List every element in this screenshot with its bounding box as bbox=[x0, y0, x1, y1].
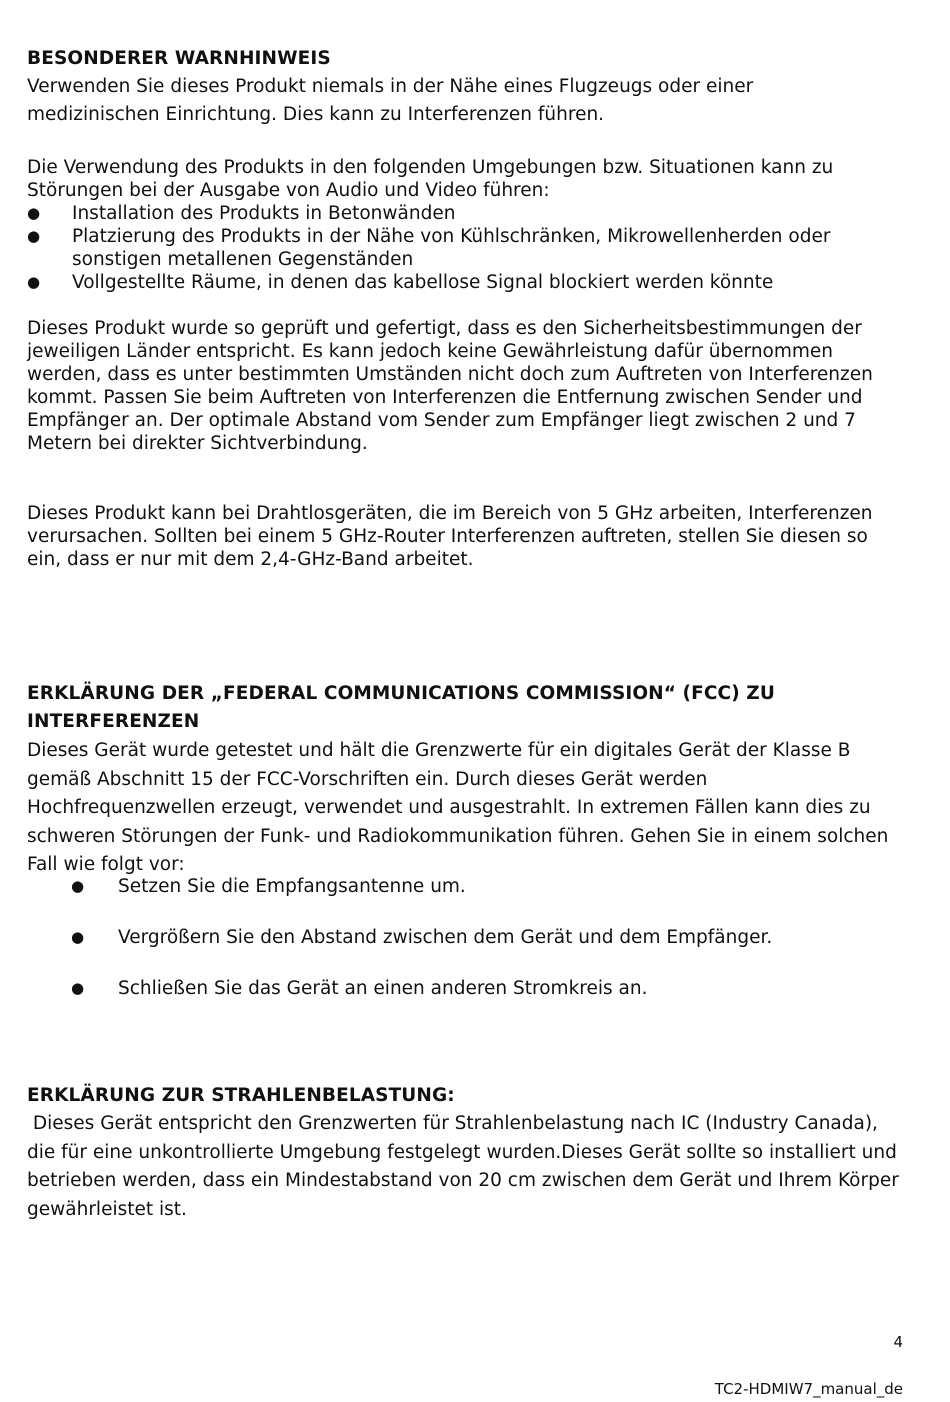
list-item-text: Setzen Sie die Empfangsantenne um. bbox=[118, 876, 466, 897]
list-item-text: Schließen Sie das Gerät an einen anderen Stromkreis an. bbox=[118, 978, 648, 999]
list-item-text: Platzierung des Produkts in der Nähe von Kühlschränken, Mikrowellenherden oder sonstigen metallenen Gegenständen bbox=[72, 226, 831, 270]
bullet-icon: ● bbox=[71, 979, 85, 997]
radiation-paragraph: Dieses Gerät entspricht den Grenzwerten für Strahlenbelastung nach IC (Industry Canada), die für eine unkontrollierte Umgebung festgelegt wurden.Dieses Gerät sollte so installiert und betrieben werden, dass ein Mindestabstand von 20 cm zwischen dem Gerät und Ihrem Körper gewährleistet ist. bbox=[27, 1113, 905, 1220]
bullet-icon: ● bbox=[71, 877, 85, 895]
compliance-paragraph: Dieses Produkt wurde so geprüft und gefertigt, dass es den Sicherheitsbestimmungen der jeweiligen Länder entspricht. Es kann jedoch keine Gewährleistung dafür übernommen werden, dass es unter bestimmten Umständen nicht doch zum Auftreten von Interferenzen kommt. Passen Sie beim Auftreten von Interferenzen die Entfernung zwischen Sender und Empfänger an. Der optimale Abstand vom Sender zum Empfänger liegt zwischen 2 und 7 Metern bei direkter Sichtverbindung. bbox=[27, 318, 873, 454]
list-item bbox=[27, 202, 900, 225]
bullet-icon: ● bbox=[27, 204, 41, 222]
section-heading-warning: BESONDERER WARNHINWEIS bbox=[27, 48, 331, 69]
section-heading-fcc-line2: INTERFERENZEN bbox=[27, 711, 200, 732]
bullet-icon: ● bbox=[27, 227, 41, 245]
section-heading-radiation: ERKLÄRUNG ZUR STRAHLENBELASTUNG: bbox=[27, 1085, 455, 1106]
list-item bbox=[27, 977, 900, 1000]
document-footer: TC2-HDMIW7_manual_de bbox=[714, 1380, 903, 1398]
list-item-text: Installation des Produkts in Betonwänden bbox=[72, 203, 456, 224]
list-item-text: Vollgestellte Räume, in denen das kabellose Signal blockiert werden könnte bbox=[72, 272, 774, 293]
page-number: 4 bbox=[893, 1333, 903, 1351]
bullet-icon: ● bbox=[71, 928, 85, 946]
environment-paragraph: Die Verwendung des Produkts in den folgenden Umgebungen bzw. Situationen kann zu Störungen bei der Ausgabe von Audio und Video führen: bbox=[27, 157, 834, 201]
fcc-bullet-list bbox=[27, 875, 900, 1028]
environment-bullet-list bbox=[27, 202, 900, 294]
list-item bbox=[27, 875, 900, 898]
list-item-text: Vergrößern Sie den Abstand zwischen dem Gerät und dem Empfänger. bbox=[118, 927, 773, 948]
warning-paragraph-line2: medizinischen Einrichtung. Dies kann zu Interferenzen führen. bbox=[27, 104, 605, 125]
list-item bbox=[27, 225, 900, 271]
fcc-paragraph: Dieses Gerät wurde getestet und hält die Grenzwerte für ein digitales Gerät der Klasse B gemäß Abschnitt 15 der FCC-Vorschriften ein. Durch dieses Gerät werden Hochfrequenzwellen erzeugt, verwendet und ausgestrahlt. In extremen Fällen kann dies zu schweren Störungen der Funk- und Radiokommunikation führen. Gehen Sie in einem solchen Fall wie folgt vor: bbox=[27, 740, 889, 875]
list-item bbox=[27, 926, 900, 949]
warning-paragraph-line1: Verwenden Sie dieses Produkt niemals in der Nähe eines Flugzeugs oder einer bbox=[27, 76, 754, 97]
interference-5ghz-paragraph: Dieses Produkt kann bei Drahtlosgeräten, die im Bereich von 5 GHz arbeiten, Interferenzen verursachen. Sollten bei einem 5 GHz-Router Interferenzen auftreten, stellen Sie diesen so ein, dass er nur mit dem 2,4-GHz-Band arbeitet. bbox=[27, 503, 873, 570]
bullet-icon: ● bbox=[27, 273, 41, 291]
list-item bbox=[27, 271, 900, 294]
section-heading-fcc-line1: ERKLÄRUNG DER „FEDERAL COMMUNICATIONS COMMISSION“ (FCC) ZU bbox=[27, 683, 775, 704]
